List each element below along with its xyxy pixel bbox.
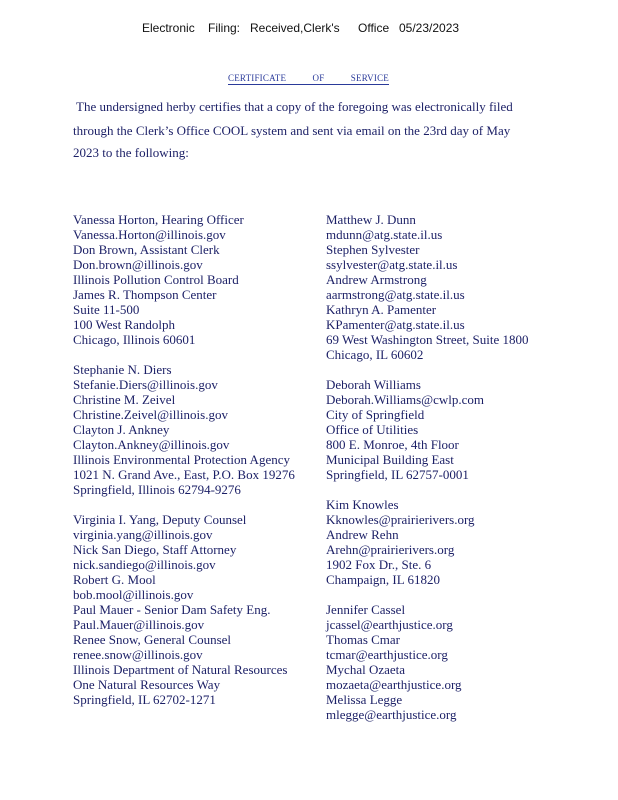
service-line: Matthew J. Dunn xyxy=(326,212,416,227)
service-line: KPamenter@atg.state.il.us xyxy=(326,317,465,332)
service-line: Chicago, Illinois 60601 xyxy=(73,332,196,347)
service-line: Virginia I. Yang, Deputy Counsel xyxy=(73,512,247,527)
service-line: Christine M. Zeivel xyxy=(73,392,176,407)
service-list-right xyxy=(326,212,529,722)
service-line: Illinois Pollution Control Board xyxy=(73,272,239,287)
service-line: Clayton.Ankney@illinois.gov xyxy=(73,437,230,452)
service-line: Champaign, IL 61820 xyxy=(326,572,440,587)
service-line: Don Brown, Assistant Clerk xyxy=(73,242,220,257)
service-line: Illinois Environmental Protection Agency xyxy=(73,452,290,467)
service-line: Andrew Rehn xyxy=(326,527,399,542)
service-line: Deborah.Williams@cwlp.com xyxy=(326,392,485,407)
service-line: James R. Thompson Center xyxy=(73,287,217,302)
service-line: Springfield, IL 62702-1271 xyxy=(73,692,216,707)
service-line: Mychal Ozaeta xyxy=(326,662,406,677)
service-line: mozaeta@earthjustice.org xyxy=(326,677,462,692)
service-line: bob.mool@illinois.gov xyxy=(73,587,194,602)
service-line: Renee Snow, General Counsel xyxy=(73,632,232,647)
header-filing: Filing: xyxy=(208,21,241,35)
service-line: 1021 N. Grand Ave., East, P.O. Box 19276 xyxy=(73,467,295,482)
service-line: Stefanie.Diers@illinois.gov xyxy=(73,377,218,392)
service-line: jcassel@earthjustice.org xyxy=(326,617,453,632)
service-line: virginia.yang@illinois.gov xyxy=(73,527,213,542)
certificate-of-service-title xyxy=(228,73,389,85)
service-line: Vanessa.Horton@illinois.gov xyxy=(73,227,226,242)
service-line: nick.sandiego@illinois.gov xyxy=(73,557,216,572)
service-line: Melissa Legge xyxy=(326,692,403,707)
service-line: Suite 11-500 xyxy=(73,302,140,317)
service-line: Municipal Building East xyxy=(326,452,454,467)
service-line: Illinois Department of Natural Resources xyxy=(73,662,288,677)
service-line: Arehn@prairierivers.org xyxy=(326,542,455,557)
service-line: Christine.Zeivel@illinois.gov xyxy=(73,407,228,422)
service-line: Springfield, IL 62757-0001 xyxy=(326,467,469,482)
service-line: renee.snow@illinois.gov xyxy=(73,647,203,662)
service-line: Kathryn A. Pamenter xyxy=(326,302,437,317)
service-line: Clayton J. Ankney xyxy=(73,422,170,437)
service-line: 100 West Randolph xyxy=(73,317,175,332)
service-line: One Natural Resources Way xyxy=(73,677,221,692)
service-block xyxy=(326,212,529,362)
service-line: 800 E. Monroe, 4th Floor xyxy=(326,437,459,452)
service-line: Stephanie N. Diers xyxy=(73,362,172,377)
service-line: tcmar@earthjustice.org xyxy=(326,647,448,662)
service-line: Deborah Williams xyxy=(326,377,421,392)
service-line: aarmstrong@atg.state.il.us xyxy=(326,287,465,302)
service-line: Vanessa Horton, Hearing Officer xyxy=(73,212,244,227)
service-list-left xyxy=(73,212,295,707)
header-office: Office xyxy=(358,21,390,35)
service-line: 1902 Fox Dr., Ste. 6 xyxy=(326,557,432,572)
service-line: Chicago, IL 60602 xyxy=(326,347,424,362)
intro-line-2: through the Clerk’s Office COOL system and sent via email on the 23rd day of May xyxy=(73,123,511,138)
service-line: Kim Knowles xyxy=(326,497,399,512)
cert-word-2: OF xyxy=(312,73,325,83)
header-received: Received,Clerk's xyxy=(250,21,340,35)
cert-word-3: SERVICE xyxy=(350,73,389,83)
intro-line-1: The undersigned herby certifies that a copy of the foregoing was electronically filed xyxy=(76,99,513,114)
service-line: Paul Mauer - Senior Dam Safety Eng. xyxy=(73,602,271,617)
service-line: Jennifer Cassel xyxy=(326,602,406,617)
service-line: Don.brown@illinois.gov xyxy=(73,257,203,272)
service-line: Thomas Cmar xyxy=(326,632,401,647)
service-block xyxy=(326,497,529,587)
service-block xyxy=(326,602,529,722)
service-block xyxy=(73,512,295,707)
header-date: 05/23/2023 xyxy=(399,21,460,35)
service-line: mdunn@atg.state.il.us xyxy=(326,227,443,242)
service-line: mlegge@earthjustice.org xyxy=(326,707,457,722)
service-block xyxy=(73,212,295,347)
service-line: City of Springfield xyxy=(326,407,425,422)
cert-word-1: CERTIFICATE xyxy=(228,73,287,83)
service-line: Paul.Mauer@illinois.gov xyxy=(73,617,205,632)
service-line: Office of Utilities xyxy=(326,422,419,437)
service-line: Nick San Diego, Staff Attorney xyxy=(73,542,237,557)
service-block xyxy=(73,362,295,497)
service-line: Kknowles@prairierivers.org xyxy=(326,512,475,527)
service-line: Andrew Armstrong xyxy=(326,272,427,287)
service-line: ssylvester@atg.state.il.us xyxy=(326,257,458,272)
service-line: Springfield, Illinois 62794-9276 xyxy=(73,482,241,497)
service-line: 69 West Washington Street, Suite 1800 xyxy=(326,332,529,347)
service-line: Stephen Sylvester xyxy=(326,242,420,257)
intro-line-3: 2023 to the following: xyxy=(73,145,189,160)
header-electronic: Electronic xyxy=(142,21,195,35)
service-line: Robert G. Mool xyxy=(73,572,156,587)
service-block xyxy=(326,377,529,482)
